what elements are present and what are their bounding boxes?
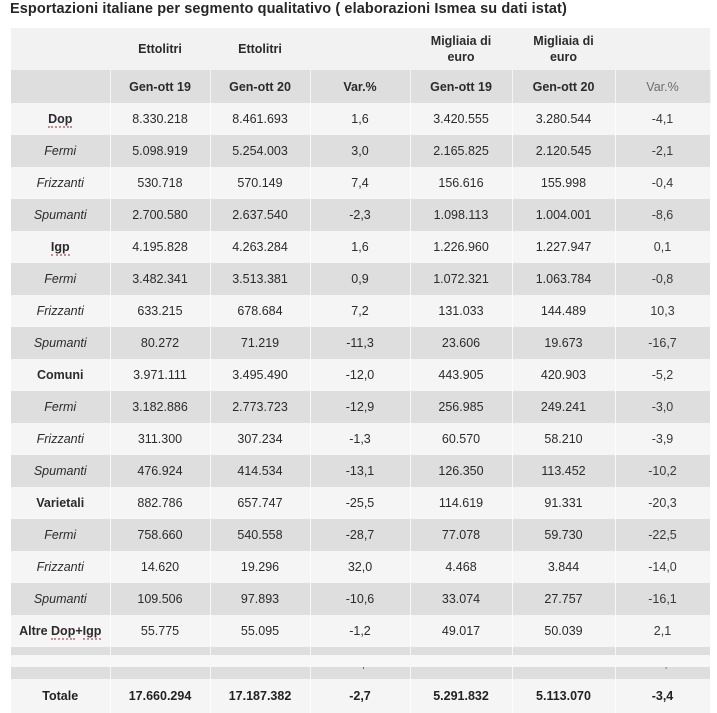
table-cell: 657.747 — [210, 487, 310, 519]
header-unit-1 — [110, 28, 210, 70]
table-cell: 91.331 — [512, 487, 615, 519]
export-data-table — [11, 28, 711, 713]
header-unit-2-line1: Ettolitri — [238, 42, 282, 56]
table-cell: -10,6 — [310, 583, 410, 615]
row-label-cell — [11, 199, 110, 231]
row-label-cell — [11, 327, 110, 359]
table-cell: 3.482.341 — [110, 263, 210, 295]
table-cell: -10,2 — [615, 455, 710, 487]
table-cell: -12,9 — [310, 391, 410, 423]
table-cell: 3.495.490 — [210, 359, 310, 391]
spellcheck-underline: Igp — [82, 624, 102, 638]
row-label-cell — [11, 519, 110, 551]
table-cell: 8.461.693 — [210, 103, 310, 135]
table-cell: 71.219 — [210, 327, 310, 359]
row-label-cell — [11, 423, 110, 455]
table-cell: 33.074 — [410, 583, 512, 615]
table-cell: -1,3 — [310, 423, 410, 455]
header-unit-5-line1: Migliaia di — [533, 34, 594, 48]
table-cell: 80.272 — [110, 327, 210, 359]
table-body — [11, 103, 710, 713]
table-cell: -16,1 — [615, 583, 710, 615]
header-period-1: Gen-ott 19 — [110, 70, 210, 103]
table-row — [11, 551, 710, 583]
table-cell: 678.684 — [210, 295, 310, 327]
table-cell: 0,9 — [310, 263, 410, 295]
table-cell: 113.452 — [512, 455, 615, 487]
table-row — [11, 327, 710, 359]
table-cell: 256.985 — [410, 391, 512, 423]
row-label: Fermi — [44, 272, 77, 286]
table-cell: 1.072.321 — [410, 263, 512, 295]
row-label: Frizzanti — [36, 176, 84, 190]
table-cell: 32,0 — [310, 551, 410, 583]
table-row — [11, 231, 710, 263]
table-cell: 311.300 — [110, 423, 210, 455]
table-cell: -3,0 — [615, 391, 710, 423]
table-cell: 3.280.544 — [512, 103, 615, 135]
row-label: Frizzanti — [36, 304, 84, 318]
row-label-cell — [11, 231, 110, 263]
table-cell: 8.330.218 — [110, 103, 210, 135]
row-label-cell — [11, 167, 110, 199]
header-row-units — [11, 28, 710, 70]
row-label: Altre Dop+Igp — [19, 624, 102, 638]
table-cell: 144.489 — [512, 295, 615, 327]
table-cell: 155.998 — [512, 167, 615, 199]
table-cell: -0,4 — [615, 167, 710, 199]
table-cell: 109.506 — [110, 583, 210, 615]
row-label-cell — [11, 551, 110, 583]
table-cell: 4.468 — [410, 551, 512, 583]
row-label-cell — [11, 103, 110, 135]
table-cell: 530.718 — [110, 167, 210, 199]
spellcheck-underline: Dop — [51, 624, 76, 638]
header-unit-2 — [210, 28, 310, 70]
spellcheck-underline: Dop — [48, 112, 73, 126]
table-cell: 14.620 — [110, 551, 210, 583]
table-cell: 1,6 — [310, 103, 410, 135]
table-cell: -2,3 — [310, 199, 410, 231]
header-unit-0 — [11, 28, 110, 70]
table-cell: 1.063.784 — [512, 263, 615, 295]
row-label-cell — [11, 295, 110, 327]
table-cell: -8,6 — [615, 199, 710, 231]
page-title: Esportazioni italiane per segmento qualitativo ( elaborazioni Ismea su dati istat) — [10, 1, 567, 17]
row-label-cell — [11, 263, 110, 295]
table-cell: 249.241 — [512, 391, 615, 423]
header-unit-5 — [512, 28, 615, 70]
header-unit-4-line1: Migliaia di — [430, 34, 492, 48]
row-label: Frizzanti — [36, 432, 84, 446]
table-cell: 58.210 — [512, 423, 615, 455]
table-row — [11, 615, 710, 647]
table-row — [11, 423, 710, 455]
row-label-cell — [11, 615, 110, 647]
table-cell: -5,2 — [615, 359, 710, 391]
table-cell: 2.120.545 — [512, 135, 615, 167]
table-row — [11, 391, 710, 423]
table-cell: 7,2 — [310, 295, 410, 327]
table-cell: 19.673 — [512, 327, 615, 359]
table-cell: 77.078 — [410, 519, 512, 551]
header-unit-4-line2: euro — [447, 50, 475, 64]
header-unit-4 — [410, 28, 512, 70]
table-cell: 1.098.113 — [410, 199, 512, 231]
header-unit-1-line1: Ettolitri — [138, 42, 182, 56]
table-row — [11, 679, 710, 713]
table-cell: 2.773.723 — [210, 391, 310, 423]
table-cell: 3.513.381 — [210, 263, 310, 295]
table-cell: -13,1 — [310, 455, 410, 487]
table-cell: 540.558 — [210, 519, 310, 551]
table-cell: 49.017 — [410, 615, 512, 647]
row-label: Totale — [42, 689, 79, 703]
table-cell: 2,1 — [615, 615, 710, 647]
row-label: Fermi — [44, 400, 77, 414]
table-cell: 60.570 — [410, 423, 512, 455]
row-label-cell — [11, 359, 110, 391]
row-label — [51, 240, 70, 256]
table-row — [11, 135, 710, 167]
table-cell: 3.182.886 — [110, 391, 210, 423]
table-cell: 414.534 — [210, 455, 310, 487]
row-label: Spumanti — [33, 336, 87, 350]
table-cell: 17.660.294 — [110, 679, 210, 713]
table-cell: -20,3 — [615, 487, 710, 519]
table-row — [11, 455, 710, 487]
row-label-cell — [11, 487, 110, 519]
table-cell: -14,0 — [615, 551, 710, 583]
table-cell: 2.165.825 — [410, 135, 512, 167]
table-cell: 633.215 — [110, 295, 210, 327]
table-cell: 4.263.284 — [210, 231, 310, 263]
row-label: Fermi — [44, 144, 77, 158]
table-cell: 1.227.947 — [512, 231, 615, 263]
row-label-cell — [11, 391, 110, 423]
table-cell: 443.905 — [410, 359, 512, 391]
row-label: Varietali — [36, 496, 85, 510]
header-unit-3 — [310, 28, 410, 70]
table-cell: 50.039 — [512, 615, 615, 647]
row-label — [48, 112, 72, 128]
row-label-cell — [11, 135, 110, 167]
table-cell: 126.350 — [410, 455, 512, 487]
table-cell: 55.775 — [110, 615, 210, 647]
table-row — [11, 199, 710, 231]
table-cell: -28,7 — [310, 519, 410, 551]
header-unit-6 — [615, 28, 710, 70]
table-cell: 19.296 — [210, 551, 310, 583]
table-row — [11, 263, 710, 295]
table-cell: 1,6 — [310, 231, 410, 263]
table-cell: 97.893 — [210, 583, 310, 615]
table-cell: -16,7 — [615, 327, 710, 359]
table-header — [11, 28, 710, 103]
header-period-0 — [11, 70, 110, 103]
header-period-4: Gen-ott 19 — [410, 70, 512, 103]
table-row — [11, 295, 710, 327]
table-cell: 1.004.001 — [512, 199, 615, 231]
table-row — [11, 487, 710, 519]
table-cell: 59.730 — [512, 519, 615, 551]
row-label: Spumanti — [33, 208, 87, 222]
table-cell: 55.095 — [210, 615, 310, 647]
table-cell: 7,4 — [310, 167, 410, 199]
header-period-5: Gen-ott 20 — [512, 70, 615, 103]
row-label: Spumanti — [33, 592, 87, 606]
table-cell: -22,5 — [615, 519, 710, 551]
table-row — [11, 583, 710, 615]
table-cell: 156.616 — [410, 167, 512, 199]
table-cell: 882.786 — [110, 487, 210, 519]
table-row — [11, 359, 710, 391]
table-cell: 5.098.919 — [110, 135, 210, 167]
table-cell: -25,5 — [310, 487, 410, 519]
export-table-container — [11, 28, 710, 713]
table-cell: 1.226.960 — [410, 231, 512, 263]
row-label-cell — [11, 455, 110, 487]
table-cell: -2,7 — [310, 679, 410, 713]
table-cell: 3.420.555 — [410, 103, 512, 135]
table-cell: 3.971.111 — [110, 359, 210, 391]
row-label: Comuni — [36, 368, 84, 382]
header-period-3: Var.% — [310, 70, 410, 103]
table-row — [11, 103, 710, 135]
table-cell: -0,8 — [615, 263, 710, 295]
table-cell: 307.234 — [210, 423, 310, 455]
table-cell: 27.757 — [512, 583, 615, 615]
header-unit-5-line2: euro — [549, 50, 578, 64]
table-cell: 420.903 — [512, 359, 615, 391]
row-label: Fermi — [44, 528, 77, 542]
table-cell: 10,3 — [615, 295, 710, 327]
spellcheck-underline: Igp — [50, 240, 70, 254]
table-cell: 3,0 — [310, 135, 410, 167]
table-bottom-strip — [11, 655, 710, 667]
row-label: Spumanti — [33, 464, 87, 478]
table-cell: 5.291.832 — [410, 679, 512, 713]
table-cell: -12,0 — [310, 359, 410, 391]
row-label: Frizzanti — [36, 560, 84, 574]
table-cell: 5.113.070 — [512, 679, 615, 713]
header-row-periods — [11, 70, 710, 103]
header-period-6: Var.% — [615, 70, 710, 103]
table-cell: -1,2 — [310, 615, 410, 647]
table-cell: 17.187.382 — [210, 679, 310, 713]
table-cell: 0,1 — [615, 231, 710, 263]
table-cell: -3,9 — [615, 423, 710, 455]
table-cell: -11,3 — [310, 327, 410, 359]
table-cell: 4.195.828 — [110, 231, 210, 263]
row-label-cell — [11, 583, 110, 615]
table-cell: 114.619 — [410, 487, 512, 519]
table-cell: 2.637.540 — [210, 199, 310, 231]
header-period-2: Gen-ott 20 — [210, 70, 310, 103]
table-cell: -4,1 — [615, 103, 710, 135]
table-cell: 476.924 — [110, 455, 210, 487]
table-cell: 23.606 — [410, 327, 512, 359]
table-cell: 2.700.580 — [110, 199, 210, 231]
table-cell: -3,4 — [615, 679, 710, 713]
table-cell: 3.844 — [512, 551, 615, 583]
table-cell: -2,1 — [615, 135, 710, 167]
table-cell: 758.660 — [110, 519, 210, 551]
row-label-cell — [11, 679, 110, 713]
table-cell: 570.149 — [210, 167, 310, 199]
table-row — [11, 167, 710, 199]
table-cell: 5.254.003 — [210, 135, 310, 167]
table-cell: 131.033 — [410, 295, 512, 327]
table-row — [11, 519, 710, 551]
